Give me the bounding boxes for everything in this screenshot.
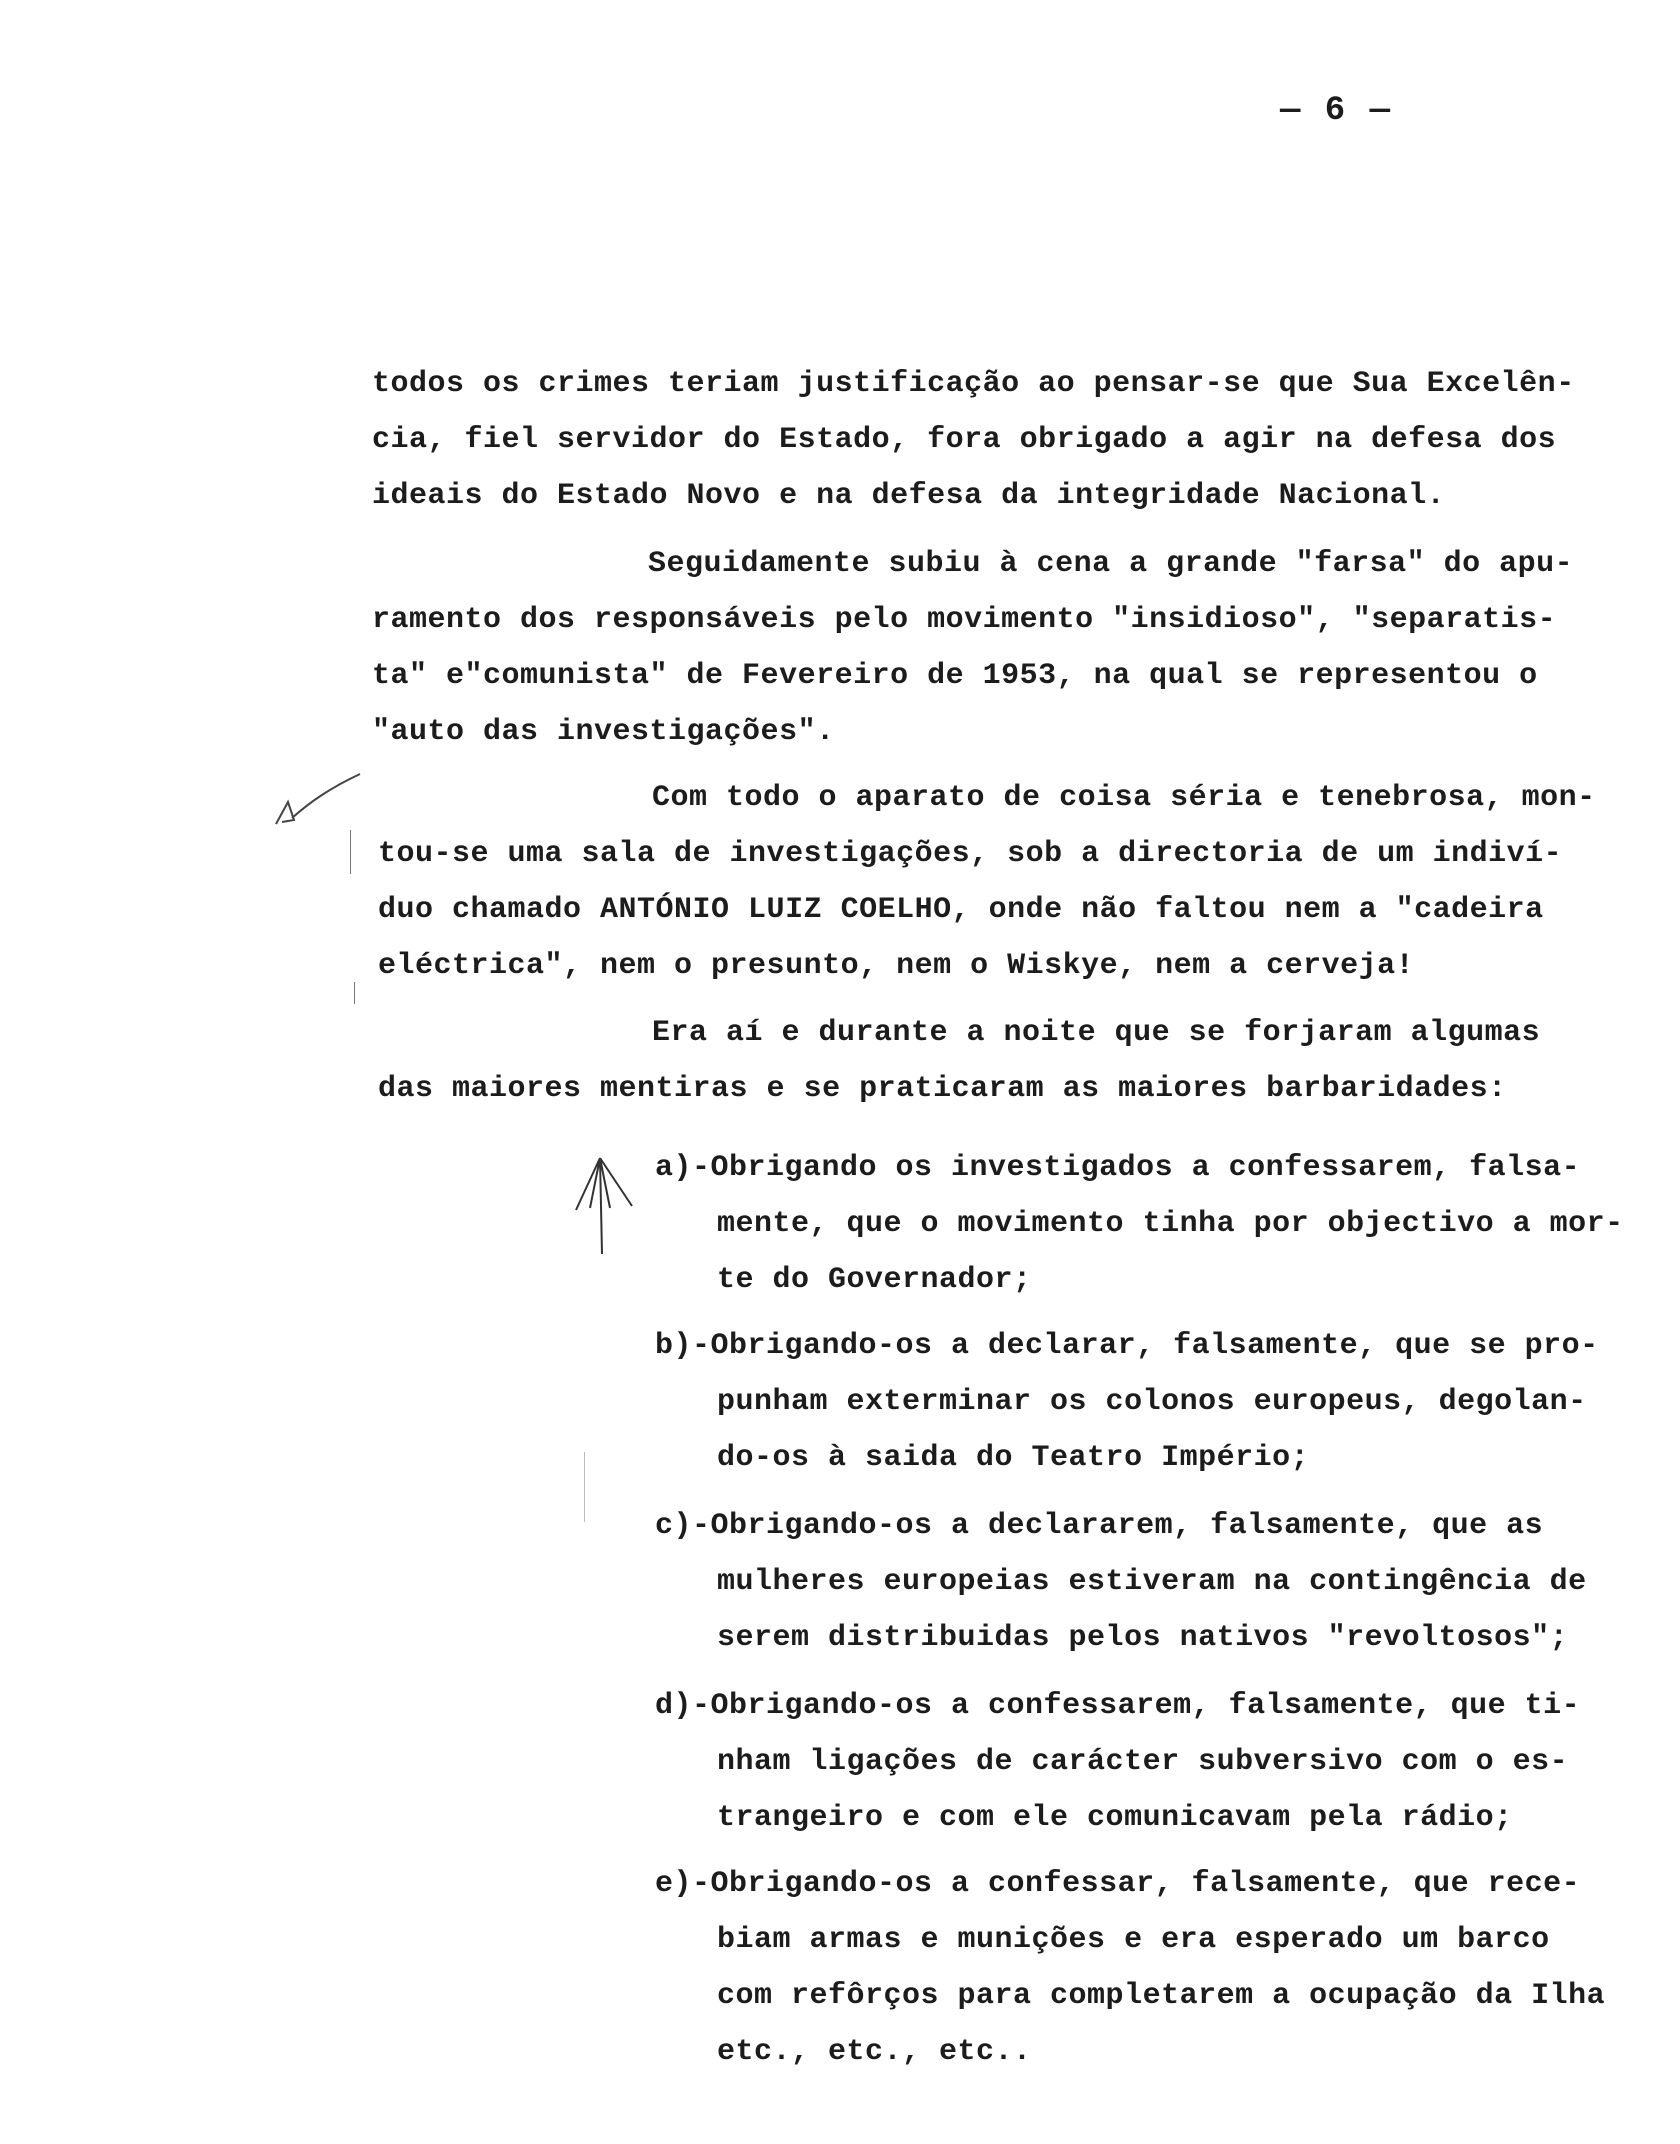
paragraph-3 — [378, 770, 1673, 994]
margin-mark-label — [282, 796, 299, 826]
list-item-line: d)-Obrigando-os a confessarem, falsamente, que ti- — [655, 1689, 1581, 1723]
page-number: — 6 — — [1280, 92, 1393, 130]
list-item-b — [655, 1318, 1665, 1486]
text-line: ramento dos responsáveis pelo movimento "insidioso", "separatis- — [372, 603, 1557, 637]
list-item-line: mente, que o movimento tinha por objectivo a mor- — [717, 1207, 1624, 1241]
list-item-line: c)-Obrigando-os a declararem, falsamente, que as — [655, 1509, 1544, 1543]
list-item-e — [655, 1856, 1665, 2080]
text-line: "auto das investigações". — [372, 715, 835, 749]
list-item-line: punham exterminar os colonos europeus, degolan- — [717, 1385, 1587, 1419]
list-item-c — [655, 1498, 1665, 1666]
text-line: ideais do Estado Novo e na defesa da integridade Nacional. — [372, 479, 1446, 513]
text-line: eléctrica", nem o presunto, nem o Wiskye, nem a cerveja! — [378, 949, 1415, 983]
text-line: Com todo o aparato de coisa séria e tenebrosa, mon- — [652, 781, 1596, 815]
list-item-line: biam armas e munições e era esperado um barco — [717, 1923, 1550, 1957]
faint-margin-line — [584, 1452, 587, 1522]
list-item-line: e)-Obrigando-os a confessar, falsamente, que rece- — [655, 1867, 1581, 1901]
handwritten-arrow — [570, 1150, 640, 1260]
text-line: Seguidamente subiu à cena a grande "farsa" do apu- — [648, 547, 1574, 581]
list-item-line: mulheres europeias estiveram na contingência de — [717, 1565, 1587, 1599]
list-item-d — [655, 1678, 1665, 1846]
list-item-line: serem distribuidas pelos nativos "revoltosos"; — [717, 1621, 1569, 1655]
list-item-line: nham ligações de carácter subversivo com o es- — [717, 1745, 1569, 1779]
paragraph-2 — [372, 536, 1667, 760]
margin-tick-line — [350, 830, 355, 874]
text-line: tou-se uma sala de investigações, sob a directoria de um indiví- — [378, 837, 1563, 871]
list-item-a — [655, 1140, 1665, 1308]
text-line: todos os crimes teriam justificação ao pensar-se que Sua Excelên- — [372, 367, 1575, 401]
up-arrow-icon — [570, 1150, 640, 1260]
paragraph-1 — [372, 356, 1667, 524]
text-line: cia, fiel servidor do Estado, fora obrigado a agir na defesa dos — [372, 423, 1557, 457]
paragraph-4 — [378, 1005, 1673, 1117]
list-item-line: com refôrços para completarem a ocupação da Ilha — [717, 1979, 1606, 2013]
list-item-line: a)-Obrigando os investigados a confessarem, falsa- — [655, 1151, 1581, 1185]
text-line: ta" e"comunista" de Fevereiro de 1953, na qual se representou o — [372, 659, 1538, 693]
list-item-line: b)-Obrigando-os a declarar, falsamente, que se pro- — [655, 1329, 1599, 1363]
margin-tick-line — [354, 982, 359, 1004]
text-line: das maiores mentiras e se praticaram as maiores barbaridades: — [378, 1072, 1507, 1106]
list-item-line: te do Governador; — [717, 1263, 1032, 1297]
list-item-line: do-os à saida do Teatro Império; — [717, 1441, 1310, 1475]
text-line: duo chamado ANTÓNIO LUIZ COELHO, onde não faltou nem a "cadeira — [378, 893, 1544, 927]
list-item-line: etc., etc., etc.. — [717, 2035, 1032, 2069]
text-line: Era aí e durante a noite que se forjaram algumas — [652, 1016, 1541, 1050]
handwritten-margin-mark — [270, 772, 380, 832]
list-item-line: trangeiro e com ele comunicavam pela rádio; — [717, 1801, 1513, 1835]
